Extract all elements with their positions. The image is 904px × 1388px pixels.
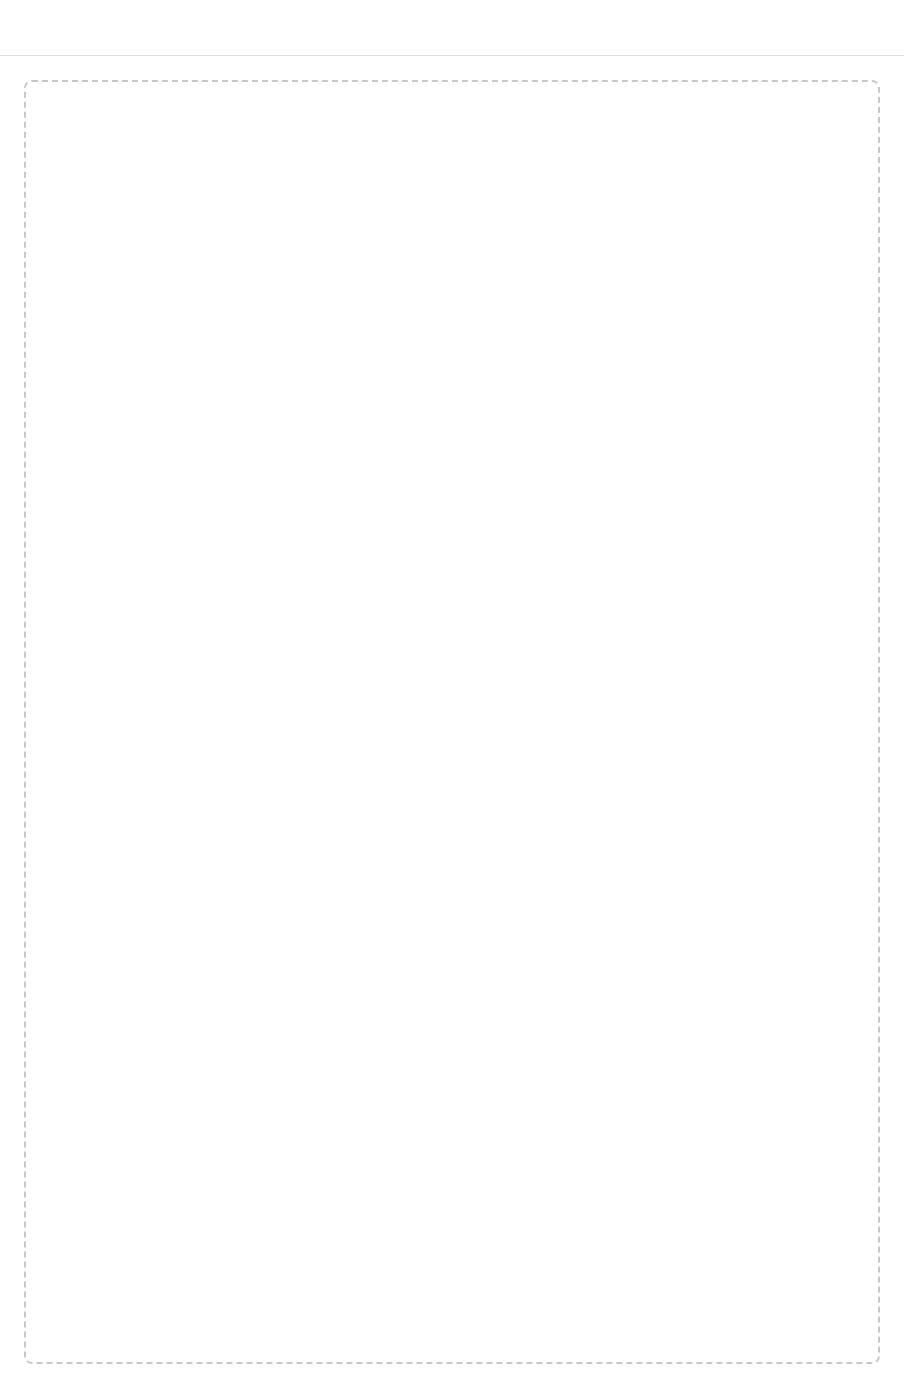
- main-content: [0, 56, 904, 1388]
- page-header: [0, 0, 904, 56]
- content-placeholder: [24, 80, 880, 1364]
